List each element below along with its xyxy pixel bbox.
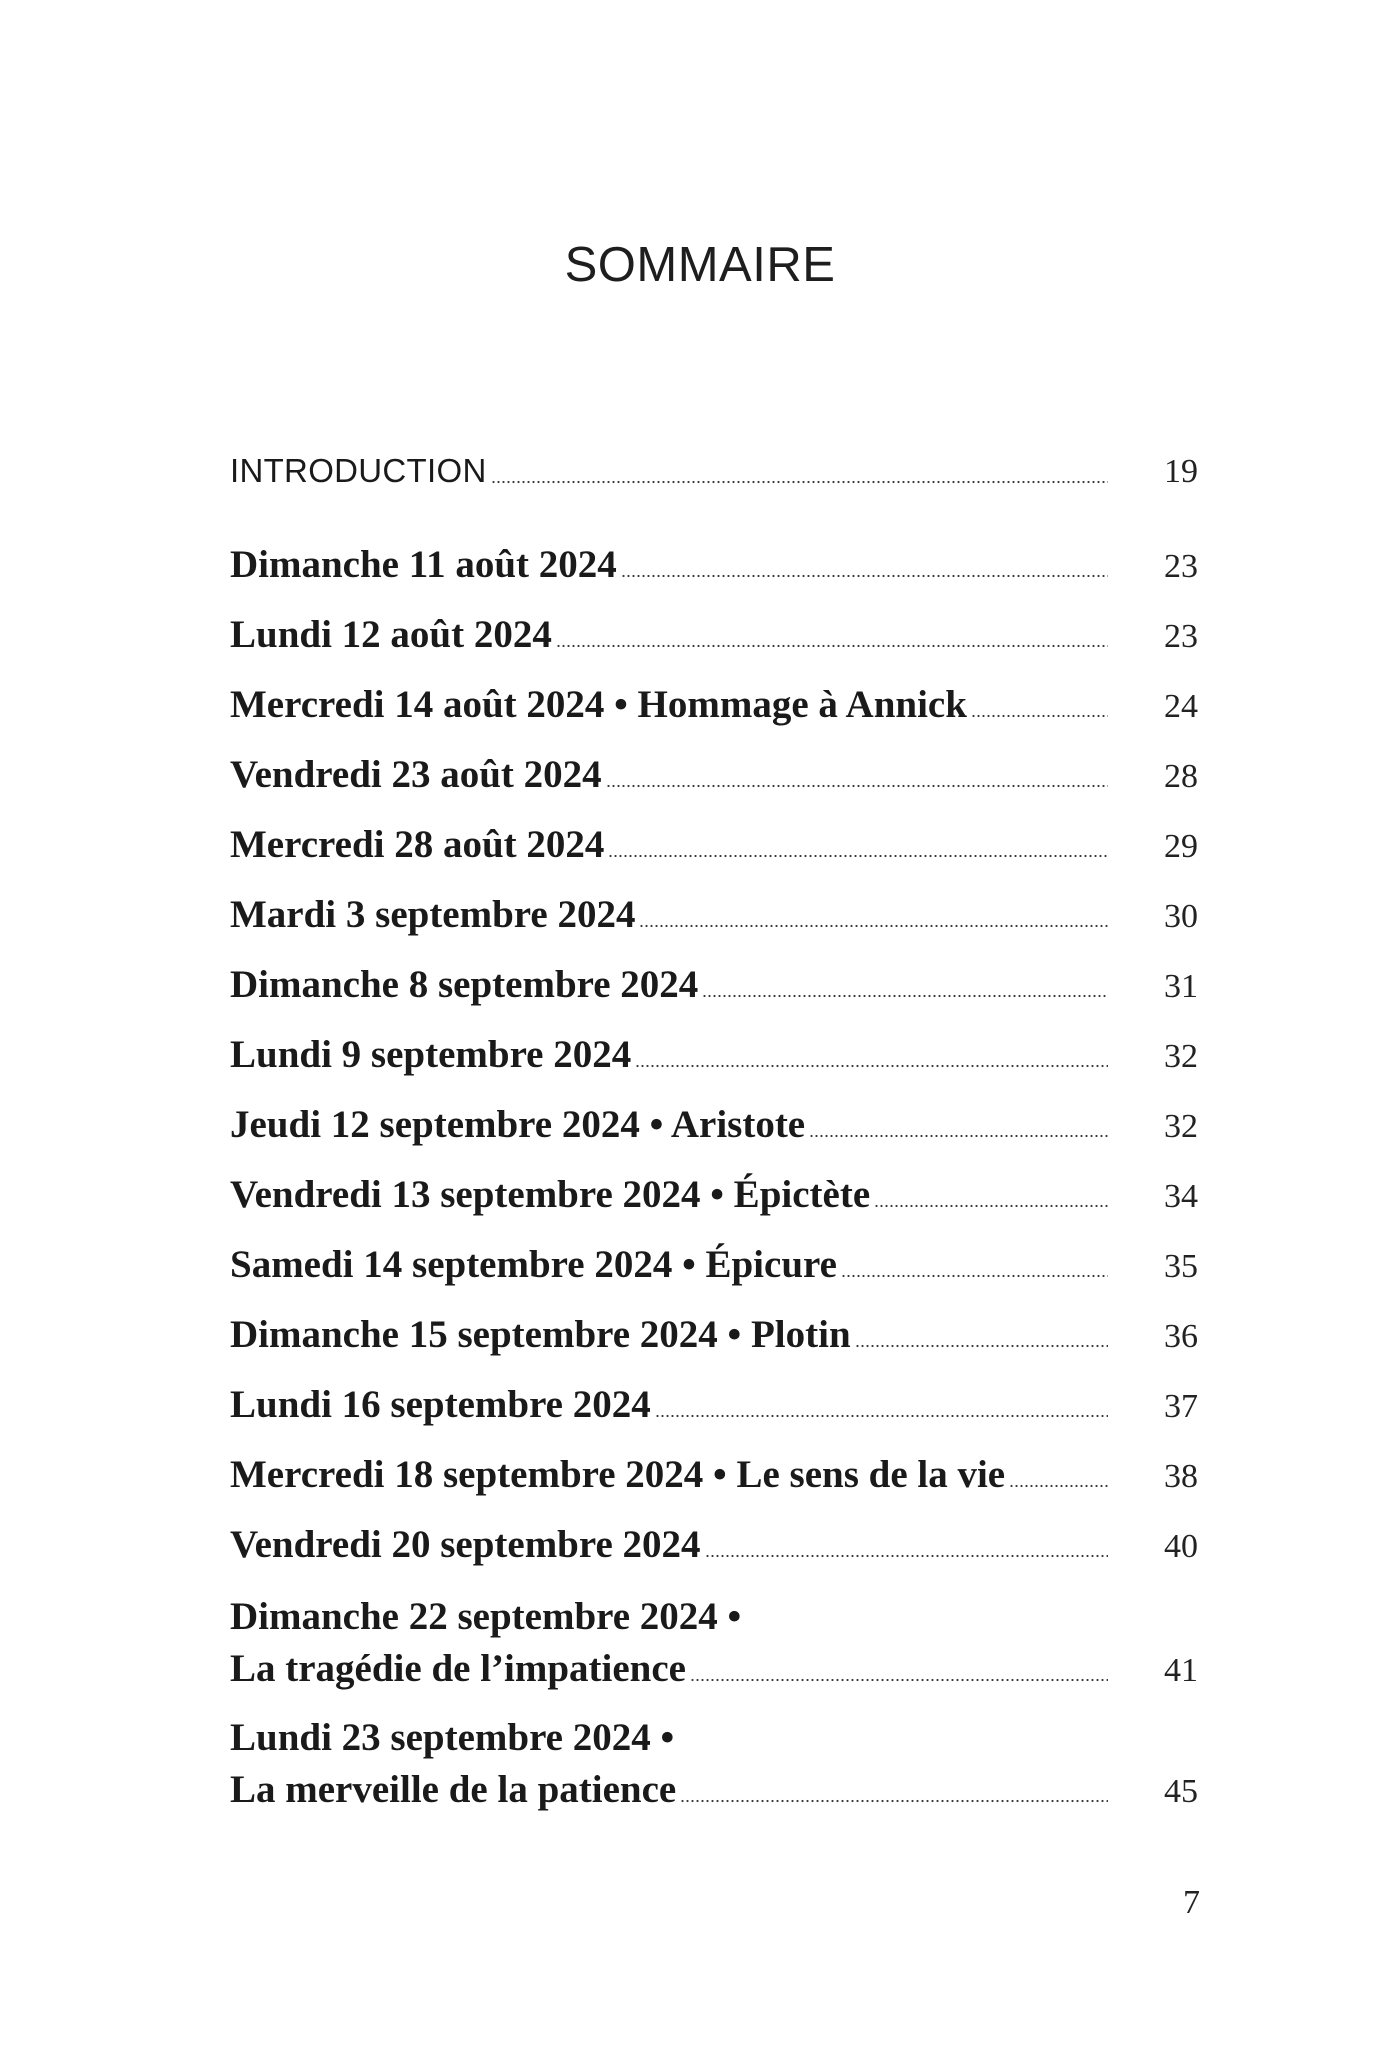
toc-entry[interactable] [230, 1510, 1198, 1580]
toc-entry[interactable] [230, 600, 1198, 670]
toc-entry-two-line[interactable] [230, 1703, 1198, 1825]
toc-entry[interactable] [230, 810, 1198, 880]
dot-leader [809, 1134, 1108, 1138]
toc-page-number: 24 [1164, 688, 1198, 725]
toc-page-number: 38 [1164, 1458, 1198, 1495]
toc-page-number: 35 [1164, 1248, 1198, 1285]
toc-entry-label: Lundi 16 septembre 2024 [230, 1383, 651, 1426]
toc-entry-first-line: Dimanche 22 septembre 2024 • [230, 1595, 742, 1638]
dot-leader [702, 994, 1108, 998]
toc-entry-label: La tragédie de l’impatience [230, 1647, 686, 1690]
toc-page-number: 32 [1164, 1108, 1198, 1145]
toc-entry-label: Mercredi 28 août 2024 [230, 823, 605, 866]
toc-entry-label: Mardi 3 septembre 2024 [230, 893, 636, 936]
toc-entry-label: Vendredi 20 septembre 2024 [230, 1523, 701, 1566]
toc-entry-two-line[interactable] [230, 1582, 1198, 1704]
dot-leader [690, 1678, 1108, 1682]
toc-entry-introduction[interactable] [230, 436, 1198, 506]
toc-page-number: 34 [1164, 1178, 1198, 1215]
toc-page-number: 45 [1164, 1773, 1198, 1810]
dot-leader [639, 924, 1108, 928]
toc-entry[interactable] [230, 740, 1198, 810]
dot-leader [606, 784, 1108, 788]
dot-leader [491, 480, 1108, 484]
toc-entry[interactable] [230, 1300, 1198, 1370]
dot-leader [841, 1274, 1108, 1278]
toc-page-number: 28 [1164, 758, 1198, 795]
dot-leader [608, 854, 1108, 858]
toc-entry-label: Mercredi 18 septembre 2024 • Le sens de la vie [230, 1453, 1006, 1496]
toc-entry-label: Mercredi 14 août 2024 • Hommage à Annick [230, 683, 967, 726]
toc-page-number: 40 [1164, 1528, 1198, 1565]
toc-entry-label: Samedi 14 septembre 2024 • Épicure [230, 1243, 837, 1286]
toc-entry[interactable] [230, 880, 1198, 950]
toc-entry-first-line: Lundi 23 septembre 2024 • [230, 1716, 675, 1759]
dot-leader [556, 644, 1108, 648]
dot-leader [705, 1554, 1108, 1558]
toc-page-number: 36 [1164, 1318, 1198, 1355]
toc-entry[interactable] [230, 1020, 1198, 1090]
toc-entry-label: La merveille de la patience [230, 1768, 677, 1811]
toc-entry[interactable] [230, 1440, 1198, 1510]
toc-entry-label: Vendredi 13 septembre 2024 • Épictète [230, 1173, 871, 1216]
toc-page-number: 23 [1164, 548, 1198, 585]
toc-entry[interactable] [230, 530, 1198, 600]
page-number-footer: 7 [1183, 1884, 1200, 1921]
toc-page-number: 30 [1164, 898, 1198, 935]
toc-entry[interactable] [230, 1160, 1198, 1230]
toc-entry[interactable] [230, 1090, 1198, 1160]
toc-page-number: 29 [1164, 828, 1198, 865]
toc-page-number: 31 [1164, 968, 1198, 1005]
toc-page-number: 41 [1164, 1652, 1198, 1689]
dot-leader [621, 574, 1108, 578]
toc-entry-label: Lundi 12 août 2024 [230, 613, 552, 656]
toc-entry[interactable] [230, 1370, 1198, 1440]
toc-entry[interactable] [230, 950, 1198, 1020]
toc-entry-label: Dimanche 15 septembre 2024 • Plotin [230, 1313, 851, 1356]
toc-entry-label: INTRODUCTION [230, 452, 487, 489]
toc-entry[interactable] [230, 1230, 1198, 1300]
toc-entry[interactable] [230, 670, 1198, 740]
toc-page-number: 37 [1164, 1388, 1198, 1425]
dot-leader [655, 1414, 1108, 1418]
toc-page-number: 19 [1164, 453, 1198, 490]
dot-leader [855, 1344, 1108, 1348]
dot-leader [680, 1799, 1108, 1803]
toc-page-number: 32 [1164, 1038, 1198, 1075]
toc-entry-label: Jeudi 12 septembre 2024 • Aristote [230, 1103, 806, 1146]
dot-leader [635, 1064, 1108, 1068]
toc-entry-label: Vendredi 23 août 2024 [230, 753, 602, 796]
toc-entry-label: Dimanche 11 août 2024 [230, 543, 617, 586]
dot-leader [1009, 1484, 1108, 1488]
toc-entry-label: Dimanche 8 septembre 2024 [230, 963, 699, 1006]
toc-entry-label: Lundi 9 septembre 2024 [230, 1033, 632, 1076]
toc-page-number: 23 [1164, 618, 1198, 655]
dot-leader [874, 1204, 1108, 1208]
page-title: SOMMAIRE [564, 238, 836, 292]
dot-leader [971, 714, 1108, 718]
